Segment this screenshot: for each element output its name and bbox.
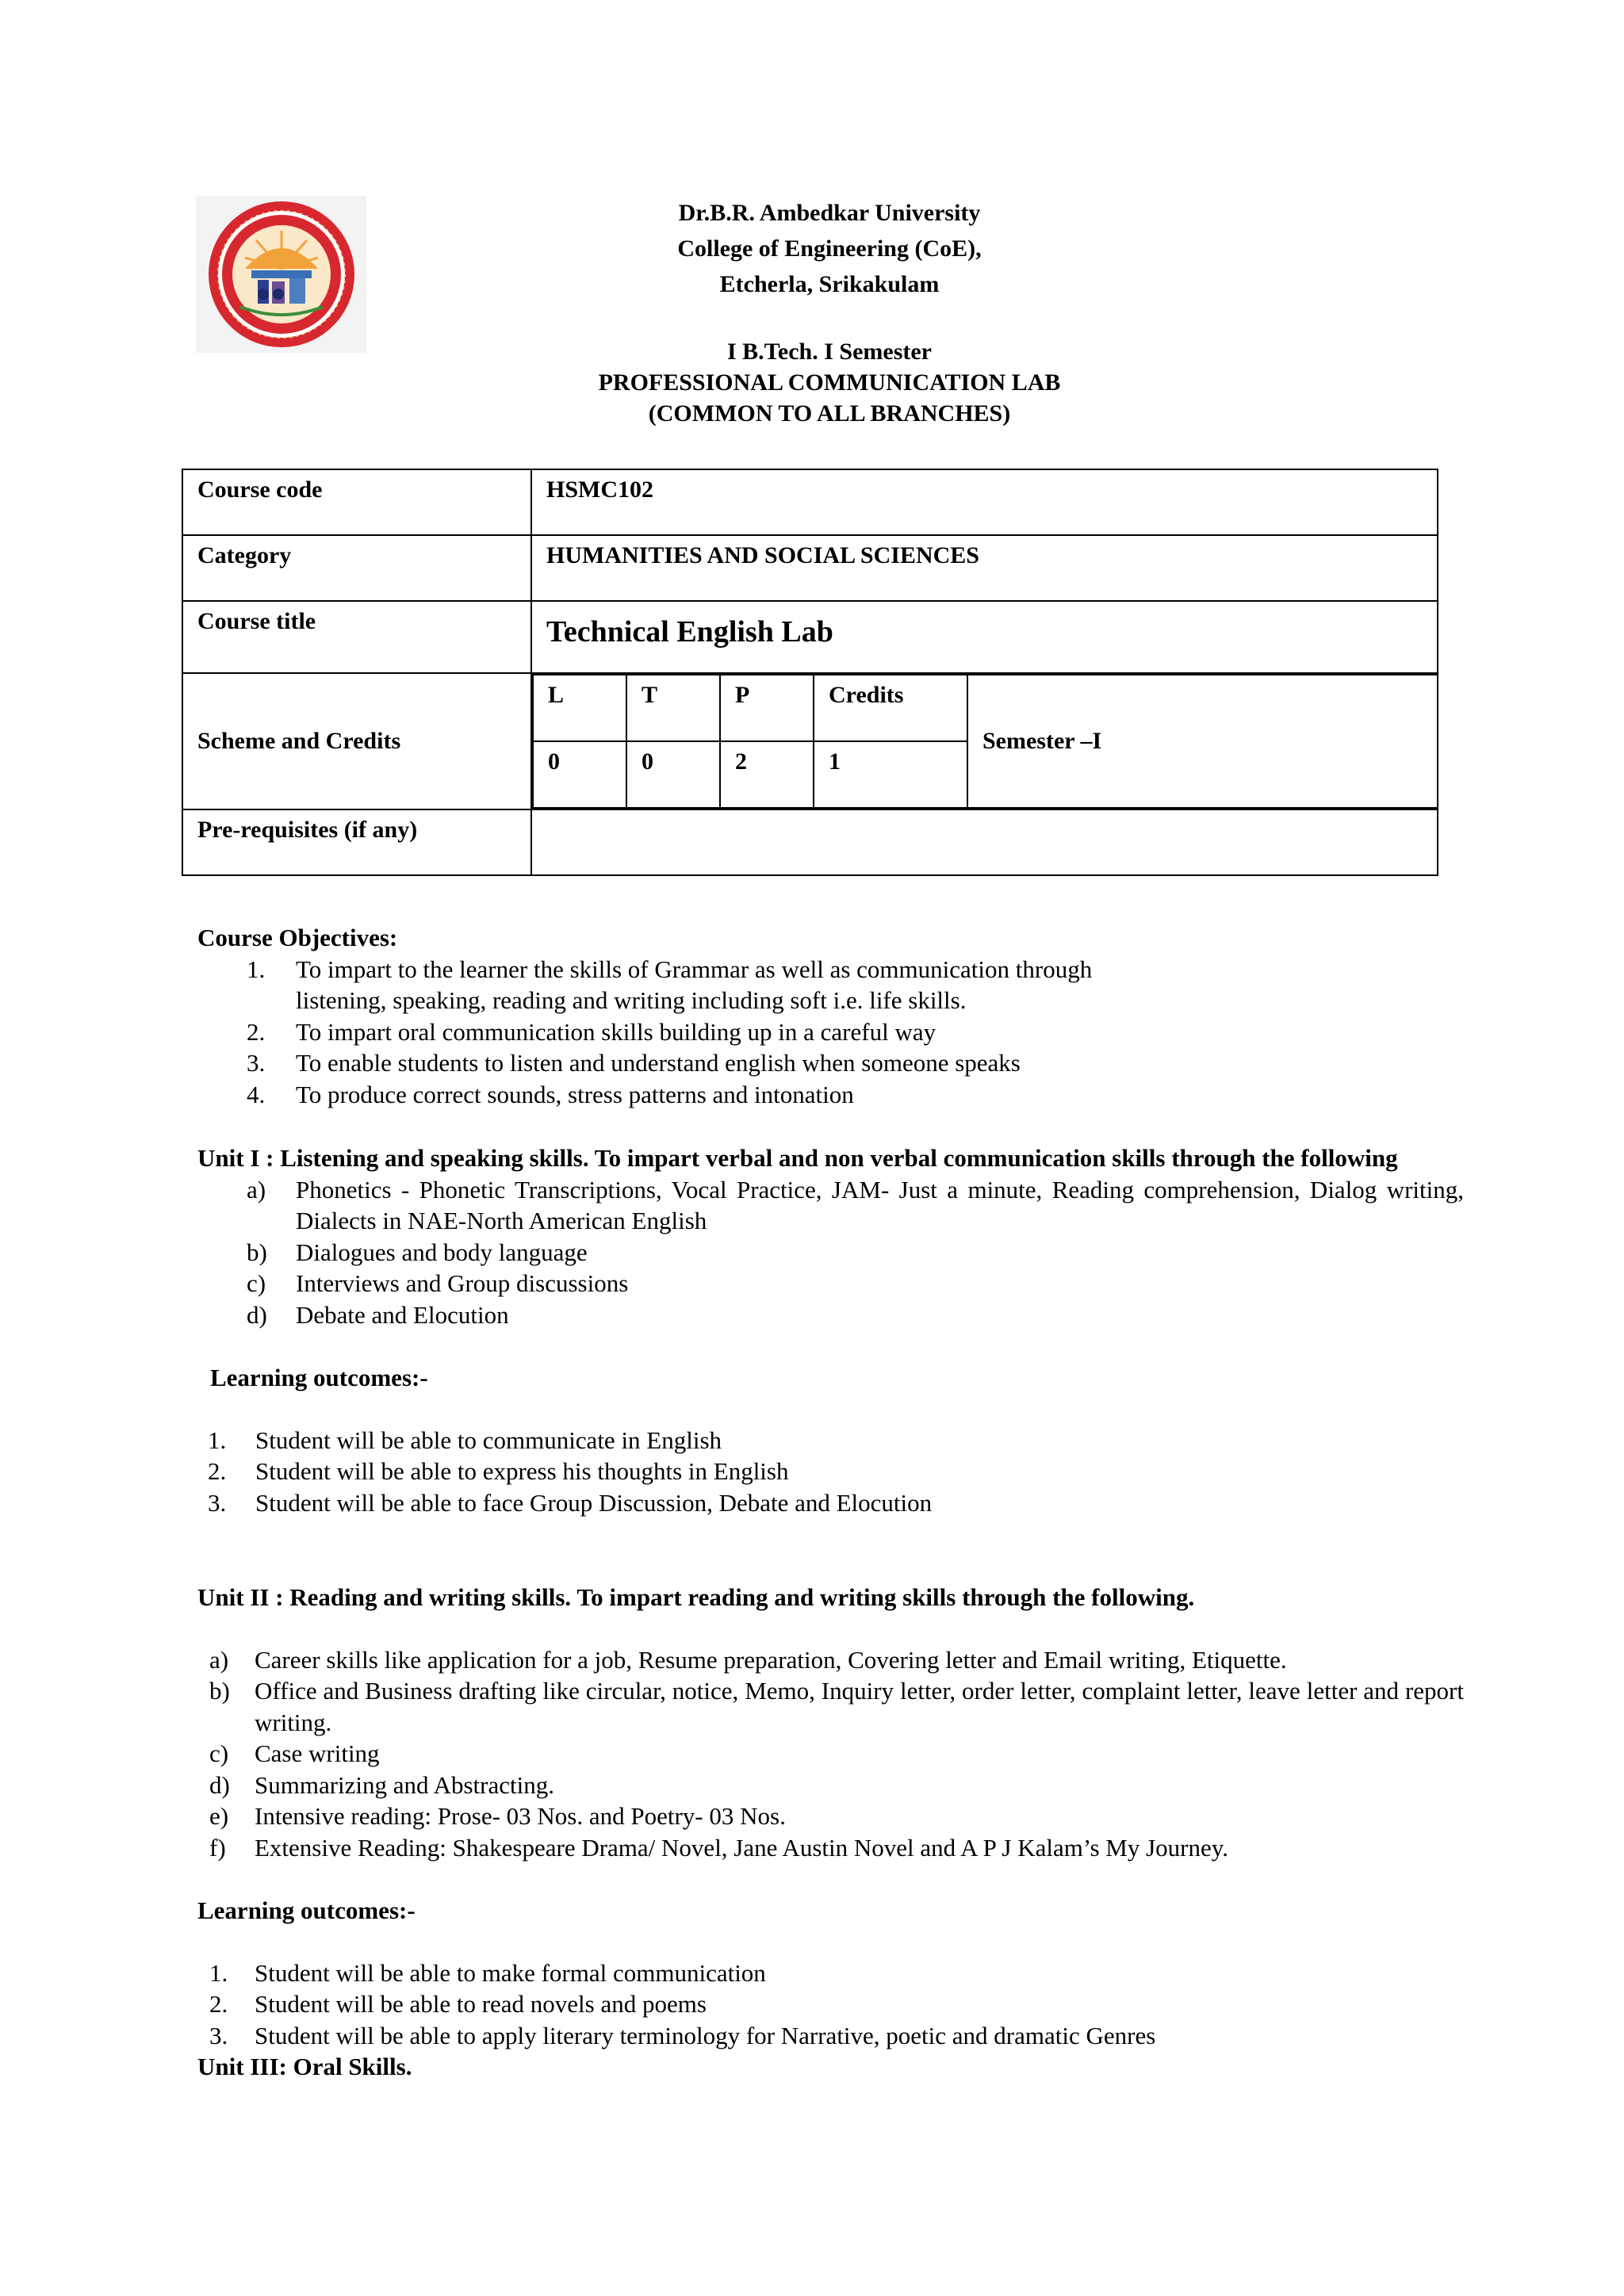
scheme-value-p: 2 <box>720 741 814 808</box>
objective-text: To produce correct sounds, stress patterns and intonation <box>296 1080 854 1108</box>
list-item <box>197 1047 1464 1079</box>
list-marker: d) <box>209 1770 230 1799</box>
scheme-header-p: P <box>720 675 814 741</box>
list-item <box>197 1675 1464 1738</box>
list-marker: c) <box>247 1269 266 1297</box>
list-item <box>197 1268 1464 1299</box>
table-row <box>182 673 1438 809</box>
course-details-table <box>182 469 1438 876</box>
scheme-header-credits: Credits <box>814 675 967 741</box>
list-marker: 1. <box>247 955 266 983</box>
table-row <box>182 809 1438 875</box>
list-marker: a) <box>247 1175 266 1203</box>
unit-1-topic: Interviews and Group discussions <box>296 1269 629 1297</box>
list-marker: 1. <box>208 1425 227 1454</box>
outcome-text: Student will be able to apply literary terminology for Narrative, poetic and dramatic Genres <box>255 2021 1156 2049</box>
list-item <box>197 1832 1464 1864</box>
unit-1-section <box>197 1142 1464 1518</box>
outcome-text: Student will be able to communicate in English <box>255 1425 722 1454</box>
course-title-label: Course title <box>182 601 531 673</box>
objective-text: To impart oral communication skills building up in a careful way <box>296 1017 936 1046</box>
list-marker: 2. <box>247 1017 266 1046</box>
course-objectives-section <box>197 922 1464 1110</box>
unit-2-topic: Office and Business drafting like circular, notice, Memo, Inquiry letter, order letter, complaint letter, leave letter and report writing. <box>255 1677 1464 1736</box>
objective-text-continued: listening, speaking, reading and writing including soft i.e. life skills. <box>296 986 967 1014</box>
outcome-text: Student will be able to make formal communication <box>255 1958 766 1987</box>
unit-2-topic: Case writing <box>255 1739 380 1767</box>
course-title-value: Technical English Lab <box>531 601 1438 673</box>
course-code-value: HSMC102 <box>531 469 1438 535</box>
list-marker: 1. <box>209 1958 228 1987</box>
course-header <box>0 336 1624 429</box>
course-scope: (COMMON TO ALL BRANCHES) <box>648 400 1011 427</box>
university-name: Dr.B.R. Ambedkar University <box>678 200 981 226</box>
unit-1-topic: Debate and Elocution <box>296 1300 509 1329</box>
list-item <box>197 1957 1464 1989</box>
objectives-heading: Course Objectives: <box>197 924 398 951</box>
list-item <box>197 1770 1464 1801</box>
unit-2-outcomes-heading: Learning outcomes:- <box>197 1896 416 1924</box>
list-item <box>197 1738 1464 1770</box>
list-item <box>197 1988 1464 2020</box>
list-marker: 3. <box>208 1488 227 1517</box>
unit-2-topic: Career skills like application for a job, Resume preparation, Covering letter and Email writing, Etiquette. <box>255 1645 1287 1674</box>
unit-1-topic: Dialogues and body language <box>296 1238 588 1266</box>
scheme-table <box>532 674 1437 809</box>
list-marker: 4. <box>247 1080 266 1108</box>
unit-2-heading: Unit II : Reading and writing skills. To impart reading and writing skills through the following. <box>197 1583 1195 1611</box>
table-row <box>182 601 1438 673</box>
list-marker: d) <box>247 1300 267 1329</box>
list-marker: b) <box>209 1677 230 1705</box>
category-value: HUMANITIES AND SOCIAL SCIENCES <box>531 535 1438 601</box>
scheme-header-l: L <box>533 675 626 741</box>
objective-text: To enable students to listen and understand english when someone speaks <box>296 1049 1021 1077</box>
list-marker: 2. <box>208 1457 227 1485</box>
list-item <box>197 1174 1464 1237</box>
unit-1-topic: Phonetics - Phonetic Transcriptions, Vocal Practice, JAM- Just a minute, Reading comprehension, Dialog writing, Dialects in NAE-North American English <box>296 1175 1464 1234</box>
scheme-header-t: T <box>626 675 720 741</box>
list-item <box>197 1016 1464 1048</box>
college-location: Etcherla, Srikakulam <box>719 271 940 297</box>
table-row <box>182 535 1438 601</box>
outcome-text: Student will be able to express his thoughts in English <box>255 1457 789 1485</box>
university-header <box>0 195 1624 302</box>
semester-value: Semester –I <box>967 675 1437 808</box>
list-marker: a) <box>209 1645 229 1674</box>
scheme-cell <box>531 673 1438 809</box>
list-marker: c) <box>209 1739 229 1767</box>
outcome-text: Student will be able to face Group Discussion, Debate and Elocution <box>255 1488 933 1517</box>
list-item <box>197 954 1464 1016</box>
scheme-value-t: 0 <box>626 741 720 808</box>
list-marker: e) <box>209 1802 229 1830</box>
list-marker: 2. <box>209 1990 228 2018</box>
college-name: College of Engineering (CoE), <box>677 235 982 262</box>
list-marker: 3. <box>247 1049 266 1077</box>
objective-text: To impart to the learner the skills of Grammar as well as communication through <box>296 955 1093 983</box>
list-item <box>197 1425 1464 1456</box>
table-row <box>182 469 1438 535</box>
course-name: PROFESSIONAL COMMUNICATION LAB <box>598 369 1061 396</box>
prerequisites-label: Pre-requisites (if any) <box>182 809 531 875</box>
scheme-value-credits: 1 <box>814 741 967 808</box>
list-marker: b) <box>247 1238 267 1266</box>
outcome-text: Student will be able to read novels and poems <box>255 1990 707 2018</box>
list-item <box>197 1237 1464 1269</box>
unit-2-topic: Intensive reading: Prose- 03 Nos. and Poetry- 03 Nos. <box>255 1802 786 1830</box>
unit-1-outcomes-heading: Learning outcomes:- <box>210 1364 428 1391</box>
unit-3-heading: Unit III: Oral Skills. <box>197 2053 412 2080</box>
program-semester: I B.Tech. I Semester <box>726 339 933 365</box>
unit-2-topic: Summarizing and Abstracting. <box>255 1770 554 1799</box>
list-item <box>197 1487 1464 1519</box>
list-item <box>197 1644 1464 1676</box>
scheme-label: Scheme and Credits <box>182 673 531 809</box>
category-label: Category <box>182 535 531 601</box>
unit-1-heading: Unit I : Listening and speaking skills. To impart verbal and non verbal communication skills through the following <box>197 1144 1398 1172</box>
list-item <box>197 2020 1464 2052</box>
list-item <box>197 1800 1464 1832</box>
course-code-label: Course code <box>182 469 531 535</box>
list-marker: 3. <box>209 2021 228 2049</box>
unit-2-topic: Extensive Reading: Shakespeare Drama/ Novel, Jane Austin Novel and A P J Kalam’s My Journey. <box>255 1833 1228 1862</box>
unit-2-section <box>197 1582 1464 2083</box>
list-marker: f) <box>209 1833 226 1862</box>
list-item <box>197 1079 1464 1111</box>
scheme-value-l: 0 <box>533 741 626 808</box>
prerequisites-value <box>531 809 1438 875</box>
list-item <box>197 1299 1464 1331</box>
list-item <box>197 1456 1464 1487</box>
